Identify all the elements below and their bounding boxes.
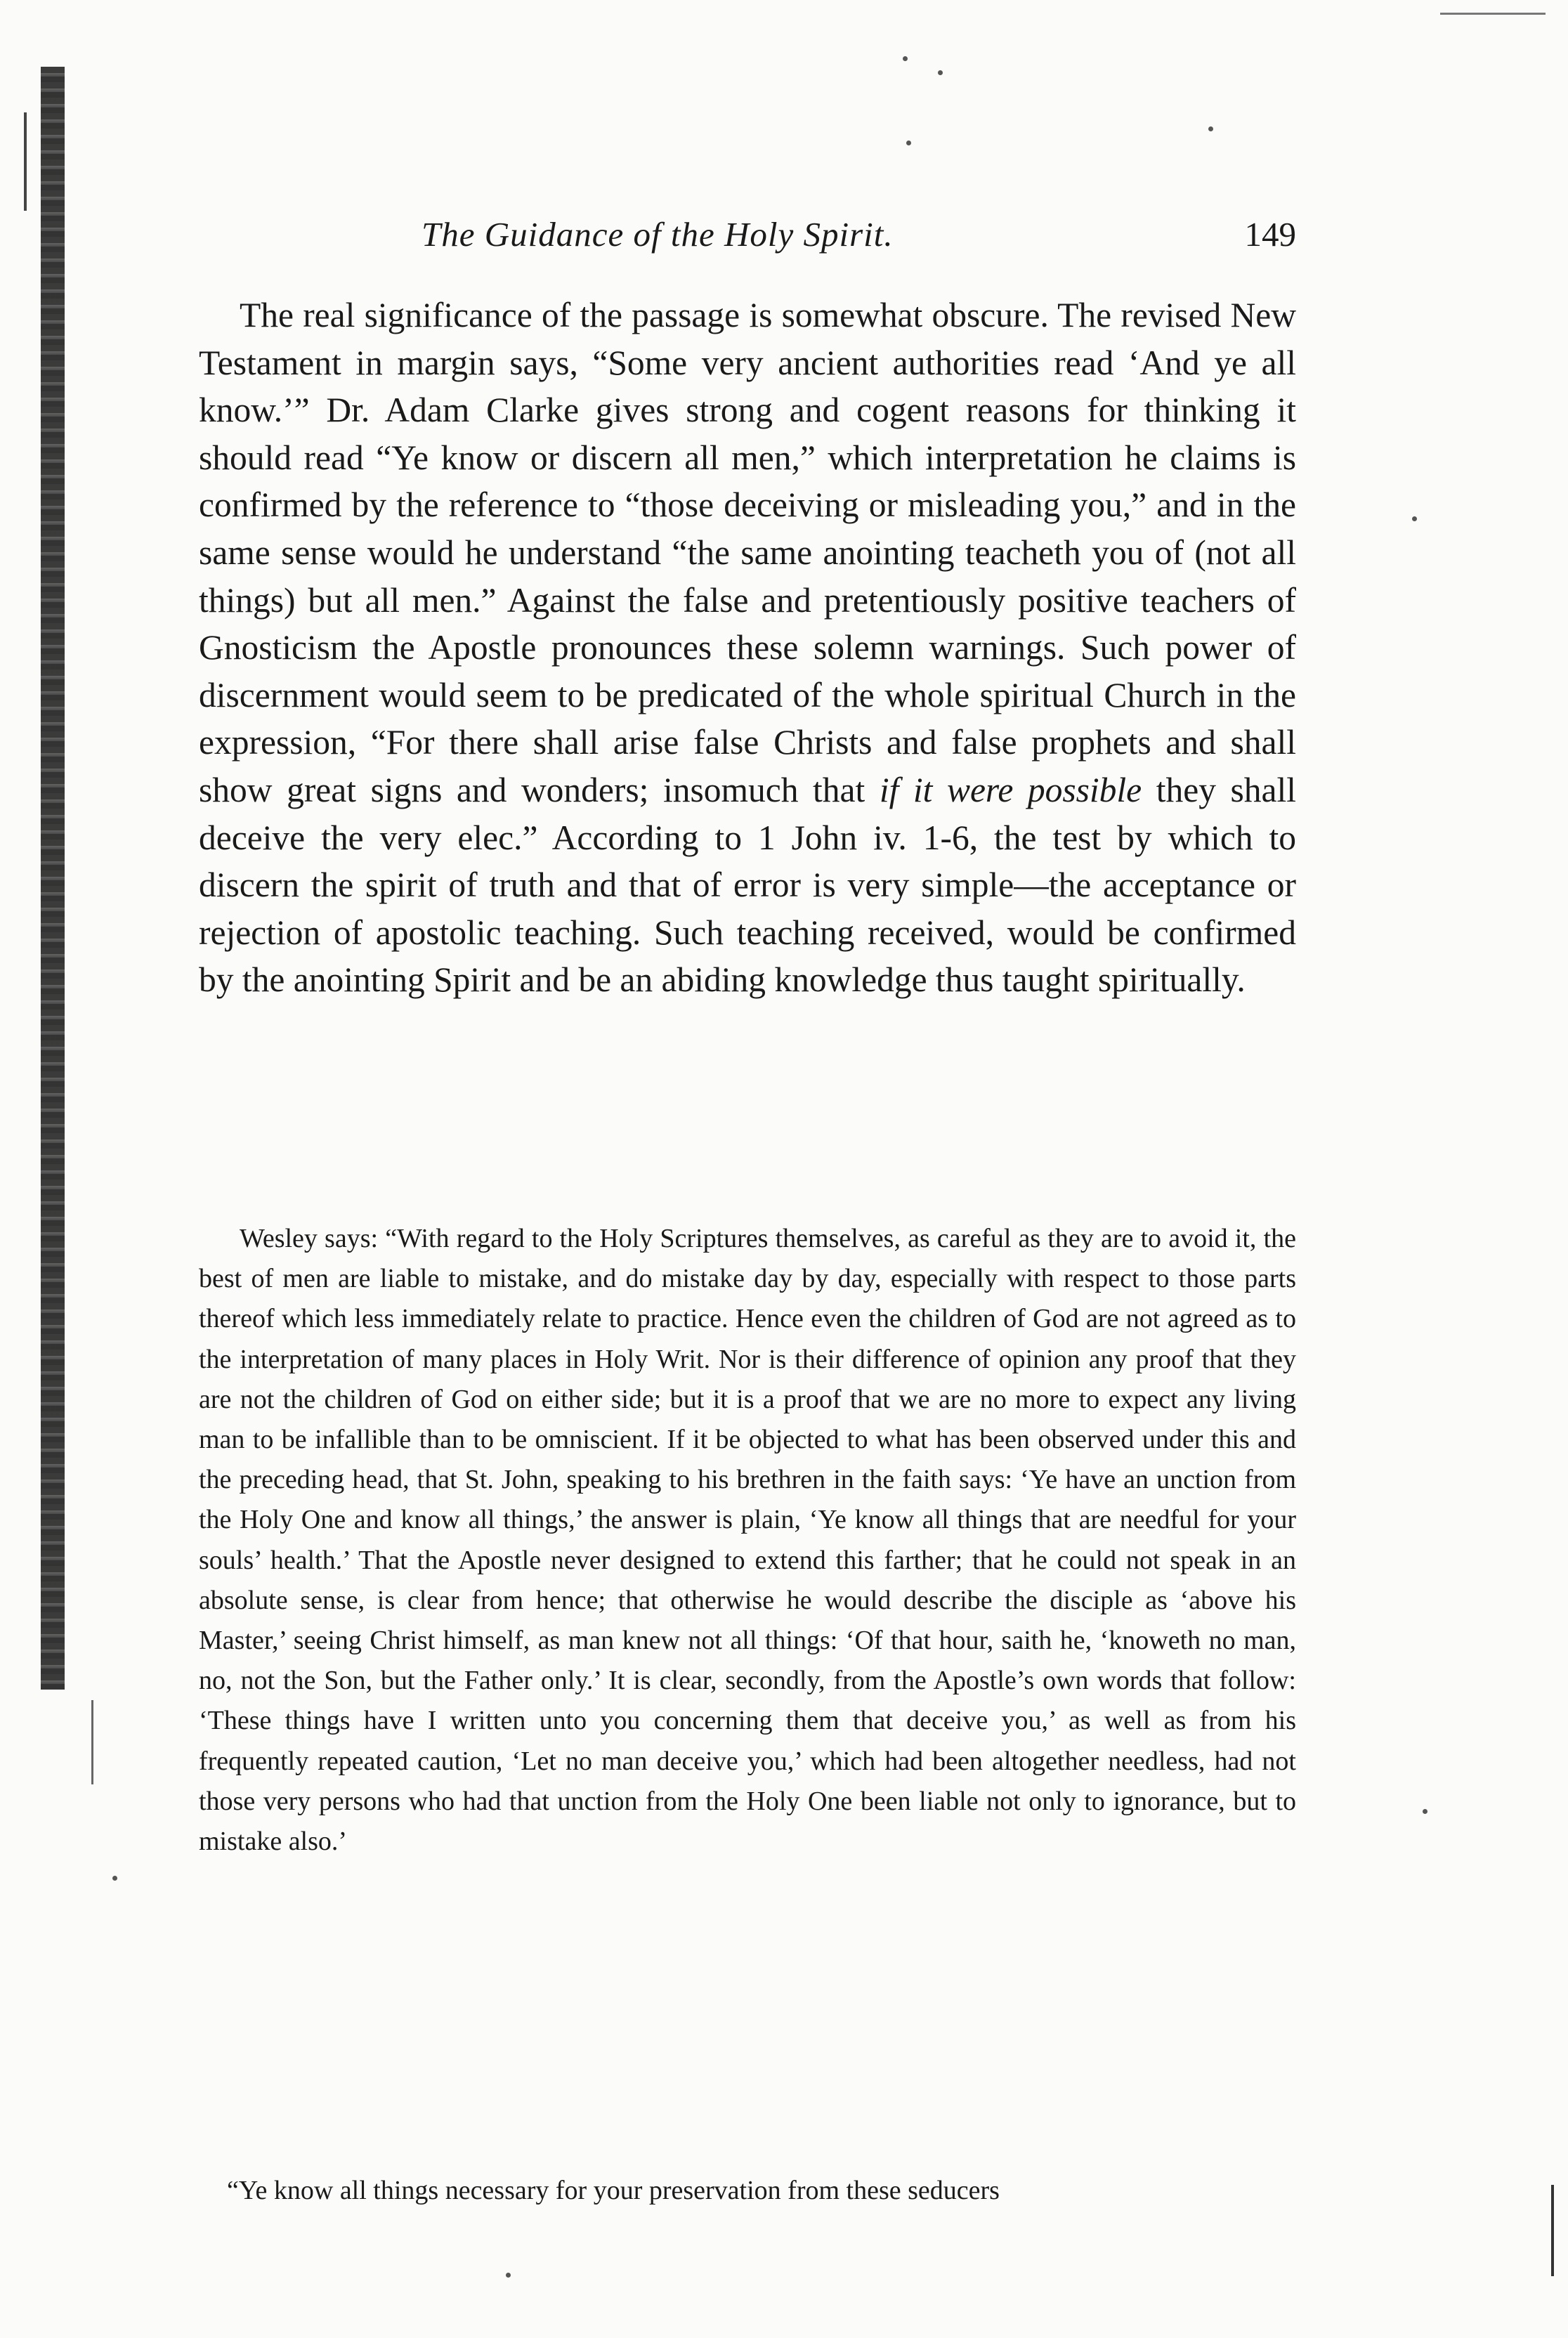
footnote-continuation: “Ye know all things necessary for your preservation from these seducers bbox=[227, 2176, 1000, 2205]
page-edge-mark bbox=[1440, 13, 1546, 15]
scan-speck bbox=[1412, 516, 1417, 521]
binding-edge-mark bbox=[24, 112, 27, 211]
scan-speck bbox=[938, 70, 943, 75]
main-paragraph-text: they shall deceive the very elec.” According to 1 John iv. 1-6, the test by which to discern the spirit of truth and that of error is very simple—the acceptance or rejection of apostolic teaching. Such teaching received, would be confirmed by the anointing Spirit and be an abiding knowledge thus taught spiritually. bbox=[199, 770, 1296, 1000]
scan-speck bbox=[506, 2273, 511, 2278]
scan-speck bbox=[903, 56, 908, 61]
binding-edge-mark bbox=[91, 1700, 93, 1784]
scan-speck bbox=[906, 141, 911, 145]
scan-speck bbox=[112, 1876, 117, 1881]
page-header bbox=[422, 214, 1296, 263]
binding-gutter-shadow bbox=[41, 67, 65, 1690]
emphasized-phrase: if it were possible bbox=[879, 770, 1142, 809]
page-edge-mark bbox=[1551, 2185, 1554, 2276]
scan-speck bbox=[1208, 126, 1213, 131]
main-paragraph-text: The real significance of the passage is somewhat obscure. The revised New Testament in margin says, “Some very ancient authorities read ‘And ye all know.’” Dr. Adam Clarke gives strong and cogent reasons for thinking it should read “Ye know or discern all men,” which interpretation he claims is confirmed by the reference to “those deceiving or misleading you,” and in the same sense would he understand “the same anointing teacheth you of (not all things) but all men.” Against the false and pretentiously positive teachers of Gnosticism the Apostle pronounces these solemn warnings. Such power of discernment would seem to be predicated of the whole spiritual Church in the expression, “For there shall arise false Christs and false prophets and shall show great signs and wonders; insomuch that bbox=[199, 296, 1296, 809]
footnote-paragraph: Wesley says: “With regard to the Holy Scriptures themselves, as careful as they are to avoid it, the best of men are liable to mistake, and do mistake day by day, especially with respect to those parts thereof which less immediately relate to practice. Hence even the children of God are not agreed as to the interpretation of many places in Holy Writ. Nor is their difference of opinion any proof that they are not the children of God on either side; but it is a proof that we are no more to expect any living man to be infallible than to be omniscient. If it be objected to what has been observed under this and the preceding head, that St. John, speaking to his brethren in the faith says: ‘Ye have an unction from the Holy One and know all things,’ the answer is plain, ‘Ye know all things that are needful for your souls’ health.’ That the Apostle never designed to extend this farther; that he could not speak in an absolute sense, is clear from hence; that otherwise he would describe the disciple as ‘above his Master,’ seeing Christ himself, as man knew not all things: ‘Of that hour, saith he, ‘knoweth no man, no, not the Son, but the Father only.’ It is clear, secondly, from the Apostle’s own words that follow: ‘These things have I written unto you concerning them that deceive you,’ as well as from his frequently repeated caution, ‘Let no man deceive you,’ which had been altogether needless, had not those very persons who had that unction from the Holy One been liable not only to ignorance, but to mistake also.’ bbox=[199, 1224, 1296, 1857]
main-paragraph bbox=[199, 292, 1296, 1004]
page-number: 149 bbox=[1244, 215, 1296, 254]
running-title: The Guidance of the Holy Spirit. bbox=[422, 215, 894, 254]
scan-speck bbox=[1423, 1809, 1427, 1814]
